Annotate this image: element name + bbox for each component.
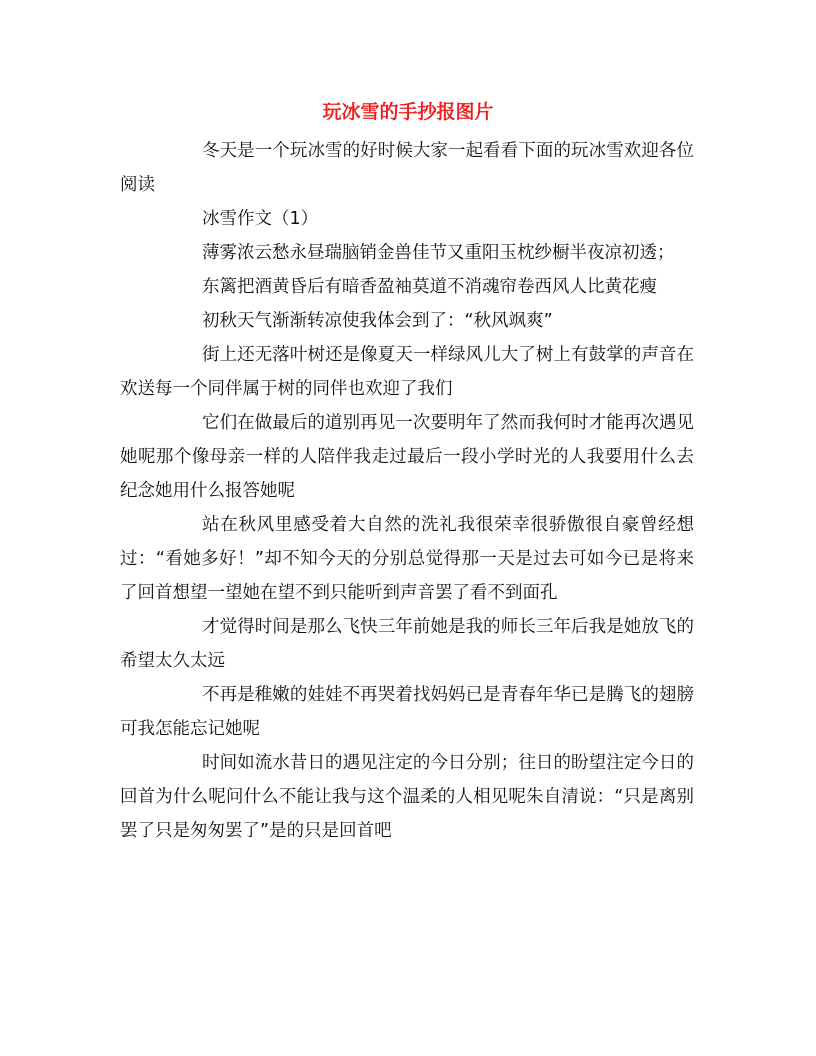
paragraph-poem-line-2: 东篱把酒黄昏后有暗香盈袖莫道不消魂帘卷西风人比黄花瘦 xyxy=(202,277,657,297)
paragraph-conclusion: 时间如流水昔日的遇见注定的今日分别；往日的盼望注定今日的回首为什么呢问什么不能让我与这个温柔的人相见呢朱自清说：“只是离别罢了只是匆匆罢了”是的只是回首吧 xyxy=(120,753,694,841)
paragraph-autumn-wind: 站在秋风里感受着大自然的洗礼我很荣幸很骄傲很自豪曾经想过：“看她多好！”却不知今天的分别总觉得那一天是过去可如今已是将来了回首想望一望她在望不到只能听到声音罢了看不到面孔 xyxy=(120,515,694,603)
paragraph-time-flies: 才觉得时间是那么飞快三年前她是我的师长三年后我是她放飞的希望太久太远 xyxy=(120,617,694,671)
paragraph-poem-line-1: 薄雾浓云愁永昼瑞脑销金兽佳节又重阳玉枕纱橱半夜凉初透； xyxy=(202,243,675,263)
paragraph-intro: 冬天是一个玩冰雪的好时候大家一起看看下面的玩冰雪欢迎各位阅读 xyxy=(120,141,694,195)
paragraph-street: 街上还无落叶树还是像夏天一样绿风儿大了树上有鼓掌的声音在欢送每一个同伴属于树的同伴也欢迎了我们 xyxy=(120,345,694,399)
paragraph-autumn: 初秋天气渐渐转凉使我体会到了：“秋风飒爽” xyxy=(202,311,553,331)
document-title: 玩冰雪的手抄报图片 xyxy=(322,101,494,123)
paragraph-farewell: 它们在做最后的道别再见一次要明年了然而我何时才能再次遇见她呢那个像母亲一样的人陪伴我走过最后一段小学时光的人我要用什么去纪念她用什么报答她呢 xyxy=(120,413,694,501)
paragraph-youth: 不再是稚嫩的娃娃不再哭着找妈妈已是青春年华已是腾飞的翅膀可我怎能忘记她呢 xyxy=(120,685,694,739)
paragraph-section-heading: 冰雪作文（1） xyxy=(202,209,319,229)
document-body xyxy=(120,134,694,848)
